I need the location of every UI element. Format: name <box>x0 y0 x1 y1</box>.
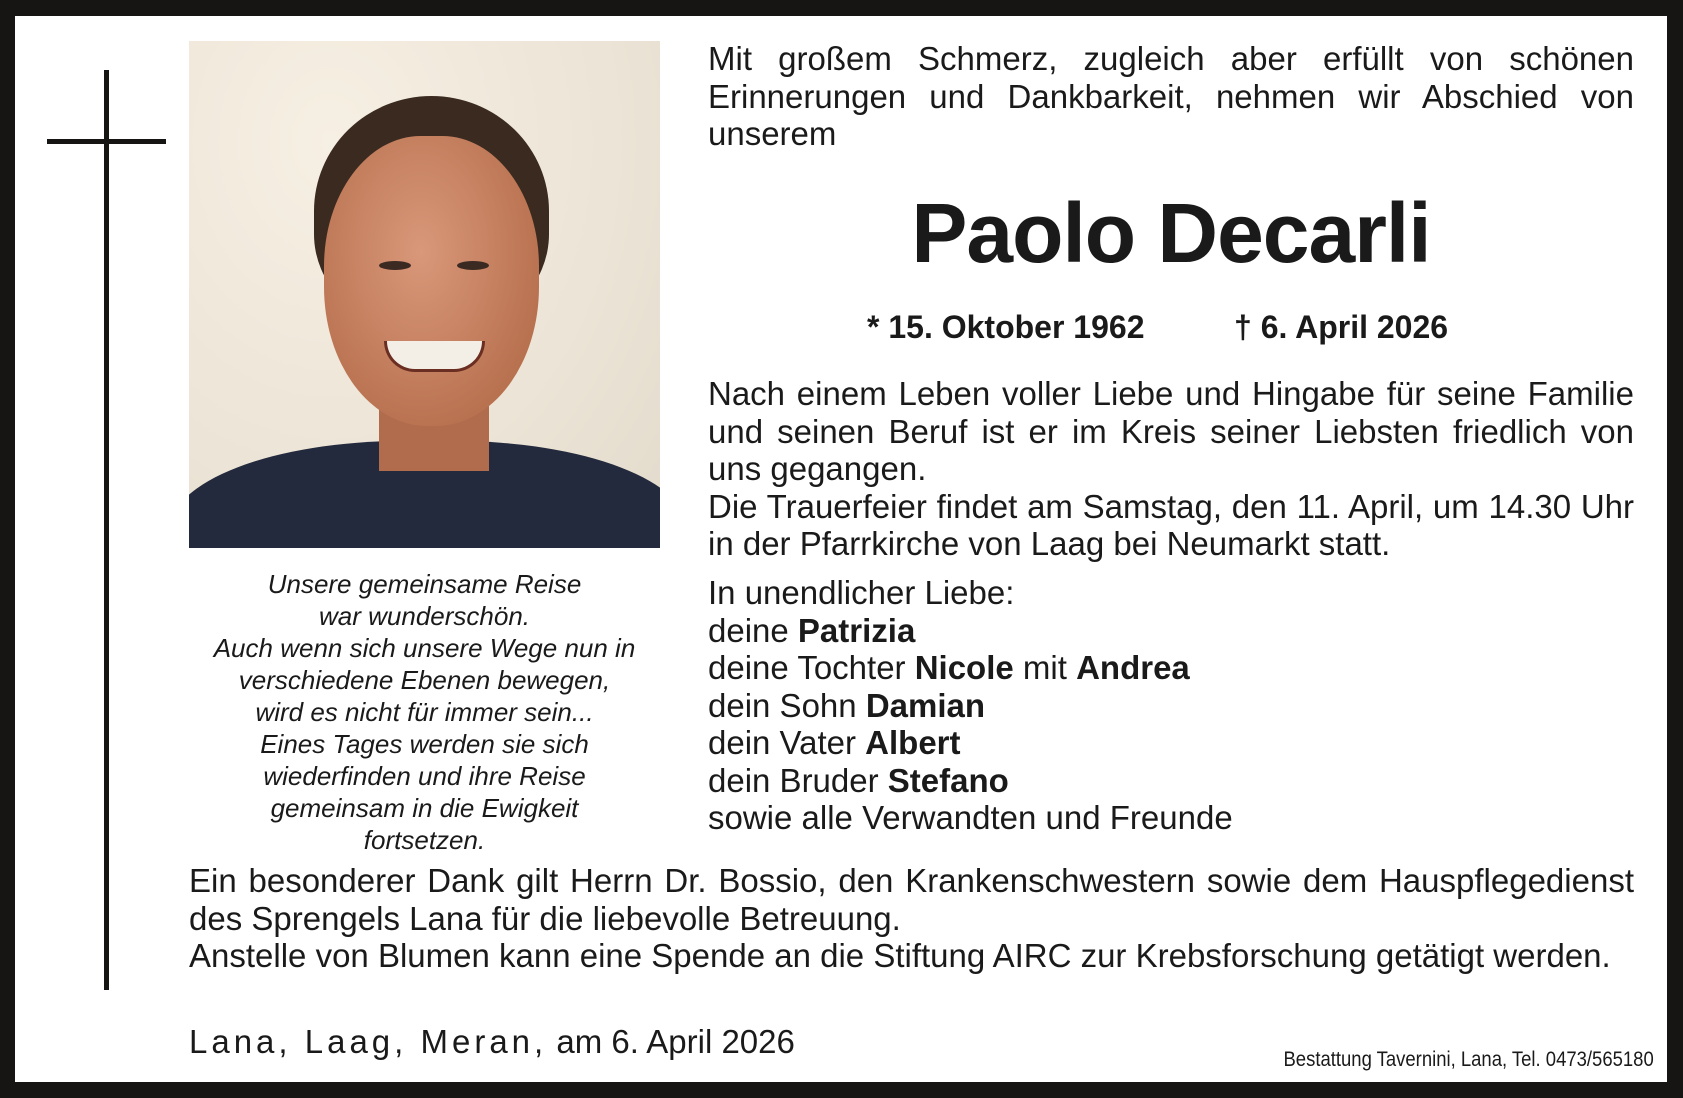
family-name: Patrizia <box>797 611 916 649</box>
poem-line: wird es nicht für immer sein... <box>255 697 594 727</box>
family-name: Damian <box>865 686 986 724</box>
cross-icon <box>104 70 109 990</box>
funeral-home-footer: Bestattung Tavernini, Lana, Tel. 0473/565180 <box>1283 1048 1654 1071</box>
poem-line: war wunderschön. <box>319 601 530 631</box>
place-names: Lana, Laag, Meran, <box>189 1023 548 1060</box>
poem-line: Auch wenn sich unsere Wege nun in <box>213 633 636 663</box>
thanks-paragraph: Ein besonderer Dank gilt Herrn Dr. Bossio, den Krankenschwestern sowie dem Hauspflegedienst des Sprengels Lana für die liebevolle Betreuung. <box>189 862 1634 937</box>
family-name: Stefano <box>887 761 1009 799</box>
intro-text: Mit großem Schmerz, zugleich aber erfüllt von schönen Erinnerungen und Dankbarkeit, nehmen wir Abschied von unserem <box>708 40 1634 152</box>
portrait-photo <box>189 41 660 548</box>
family-line: deine Tochter Nicole mit Andrea <box>708 649 1190 686</box>
donation-paragraph: Anstelle von Blumen kann eine Spende an die Stiftung AIRC zur Krebsforschung getätigt werden. <box>189 937 1611 974</box>
poem-line: verschiedene Ebenen bewegen, <box>238 665 611 695</box>
poem-line: wiederfinden und ihre Reise <box>263 761 586 791</box>
family-closing: sowie alle Verwandten und Freunde <box>708 799 1233 836</box>
thanks-text <box>189 862 1634 975</box>
family-name: Nicole <box>914 649 1014 686</box>
death-date: † 6. April 2026 <box>1234 309 1449 345</box>
family-name: Albert <box>865 724 961 761</box>
family-line: dein Sohn Damian <box>708 686 986 724</box>
poem-line: Unsere gemeinsame Reise <box>267 569 582 599</box>
place-date <box>189 1022 795 1062</box>
poem-line: Eines Tages werden sie sich <box>260 729 589 759</box>
main-text <box>708 375 1634 563</box>
notice-date: am 6. April 2026 <box>547 1023 795 1060</box>
family-line: dein Vater Albert <box>708 724 961 761</box>
birth-date: * 15. Oktober 1962 <box>867 309 1145 345</box>
deceased-name: Paolo Decarli <box>911 186 1431 280</box>
poem-line: fortsetzen. <box>363 825 486 855</box>
life-paragraph: Nach einem Leben voller Liebe und Hingabe für seine Familie und seinen Beruf ist er im Kreis seiner Liebsten friedlich von uns gegangen. <box>708 375 1634 487</box>
cross-icon-bar <box>47 139 166 144</box>
poem-line: gemeinsam in die Ewigkeit <box>270 793 579 823</box>
funeral-paragraph: Die Trauerfeier findet am Samstag, den 11. April, um 14.30 Uhr in der Pfarrkirche von Laag bei Neumarkt statt. <box>708 487 1634 562</box>
family-line: deine Patrizia <box>708 611 916 649</box>
family-list <box>708 574 1634 837</box>
poem <box>189 568 660 856</box>
family-line: dein Bruder Stefano <box>708 761 1009 799</box>
family-name: Andrea <box>1076 649 1190 686</box>
family-heading: In unendlicher Liebe: <box>708 574 1015 611</box>
